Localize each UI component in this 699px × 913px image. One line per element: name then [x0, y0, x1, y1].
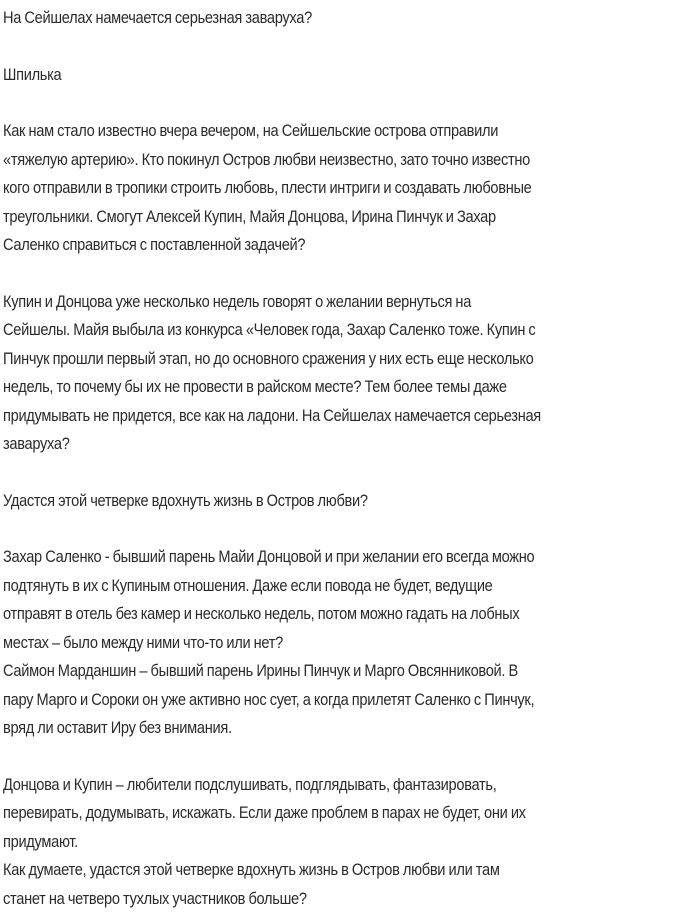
paragraph-line: станет на четверо тухлых участников больше? [3, 885, 602, 913]
paragraph-line: Захар Саленко - бывший парень Майи Донцовой и при желании его всегда можно [3, 543, 602, 572]
article-title [3, 4, 699, 33]
paragraph-line: кого отправили в тропики строить любовь, плести интриги и создавать любовные [3, 174, 602, 203]
paragraph-line: Саймон Марданшин – бывший парень Ирины Пинчук и Марго Овсянниковой. В [3, 657, 602, 686]
paragraph-line: Саленко справиться с поставленной задачей? [3, 231, 602, 260]
paragraph-line: Донцова и Купин – любители подслушивать, подглядывать, фантазировать, [3, 771, 602, 800]
paragraph-line: «тяжелую артерию». Кто покинул Остров любви неизвестно, зато точно известно [3, 146, 602, 175]
paragraph-closing-question [3, 856, 699, 913]
paragraph-line: недель, то почему бы их не провести в райском месте? Тем более темы даже [3, 373, 602, 402]
paragraph-line: придумают. [3, 828, 602, 857]
article-author [3, 61, 699, 90]
paragraph-line: Как нам стало известно вчера вечером, на Сейшельские острова отправили [3, 117, 602, 146]
paragraph-line: Сейшелы. Майя выбыла из конкурса «Человек года, Захар Саленко тоже. Купин с [3, 316, 602, 345]
paragraph-mardanshin [3, 657, 699, 743]
paragraph-line: отправят в отель без камер и несколько недель, потом можно гадать на лобных [3, 600, 602, 629]
paragraph-line: подтянуть в их с Купиным отношения. Даже если повода не будет, ведущие [3, 572, 602, 601]
paragraph-line: Удастся этой четверке вдохнуть жизнь в Остров любви? [3, 487, 602, 516]
paragraph-line: вряд ли оставит Иру без внимания. [3, 714, 602, 743]
paragraph-seychelles [3, 288, 699, 459]
paragraph-line: Купин и Донцова уже несколько недель говорят о желании вернуться на [3, 288, 602, 317]
paragraph-line: треугольники. Смогут Алексей Купин, Майя Донцова, Ирина Пинчук и Захар [3, 203, 602, 232]
paragraph-intro [3, 117, 699, 260]
paragraph-line: Как думаете, удастся этой четверке вдохнуть жизнь в Остров любви или там [3, 856, 602, 885]
paragraph-dontsova-kupin [3, 771, 699, 857]
paragraph-line: придумывать не придется, все как на ладони. На Сейшелах намечается серьезная [3, 402, 602, 431]
paragraph-question [3, 487, 699, 516]
paragraph-line: местах – было между ними что-то или нет? [3, 629, 602, 658]
article-author-text: Шпилька [3, 61, 602, 90]
paragraph-line: заваруха? [3, 430, 602, 459]
paragraph-line: пару Марго и Сороки он уже активно нос сует, а когда прилетят Саленко с Пинчук, [3, 686, 602, 715]
paragraph-line: Пинчук прошли первый этап, но до основного сражения у них есть еще несколько [3, 345, 602, 374]
article-title-text: На Сейшелах намечается серьезная заваруха? [3, 4, 602, 33]
paragraph-salenko [3, 543, 699, 657]
paragraph-line: перевирать, додумывать, искажать. Если даже проблем в парах не будет, они их [3, 799, 602, 828]
